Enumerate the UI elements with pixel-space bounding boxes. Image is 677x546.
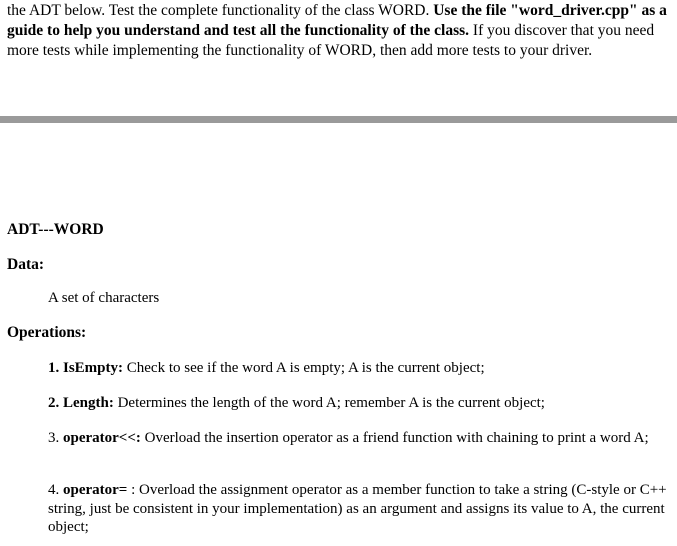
section-divider <box>0 116 677 123</box>
operation-label: operator= <box>63 482 128 498</box>
operation-prefix: 4. <box>48 482 63 498</box>
data-description: A set of characters <box>48 290 160 306</box>
operation-label: 2. Length: <box>48 395 114 411</box>
intro-text-bold: Use the file "word_driver.cpp" as a guide to help you understand and test all the functionality of the class. <box>7 2 667 39</box>
operation-text: : Overload the assignment operator as a member function to take a string (C-style or C++ string, just be consistent in your implementation) as an argument and assigns its value to A, the current object; <box>48 482 667 535</box>
operation-item-insertion <box>48 429 668 448</box>
operation-item-isempty <box>48 359 668 378</box>
data-heading: Data: <box>7 256 45 273</box>
operations-heading: Operations: <box>7 324 87 341</box>
operation-text: Overload the insertion operator as a friend function with chaining to print a word A; <box>140 430 649 446</box>
intro-text-3: If you discover that you need more tests while implementing the functionality of WORD, then add more tests to your driver. <box>7 22 655 59</box>
operation-prefix: 3. <box>48 430 63 446</box>
operation-text: Check to see if the word A is empty; A is the current object; <box>123 360 485 376</box>
operation-text: Determines the length of the word A; remember A is the current object; <box>113 395 545 411</box>
operation-item-assignment <box>48 481 668 537</box>
operation-item-length <box>48 394 668 413</box>
intro-text-1: the ADT below. Test the complete functionality of the class WORD. <box>7 2 434 19</box>
operation-label: operator<<: <box>63 430 141 446</box>
operation-label: 1. IsEmpty: <box>48 360 124 376</box>
intro-paragraph <box>7 1 672 61</box>
adt-title: ADT---WORD <box>7 221 104 238</box>
